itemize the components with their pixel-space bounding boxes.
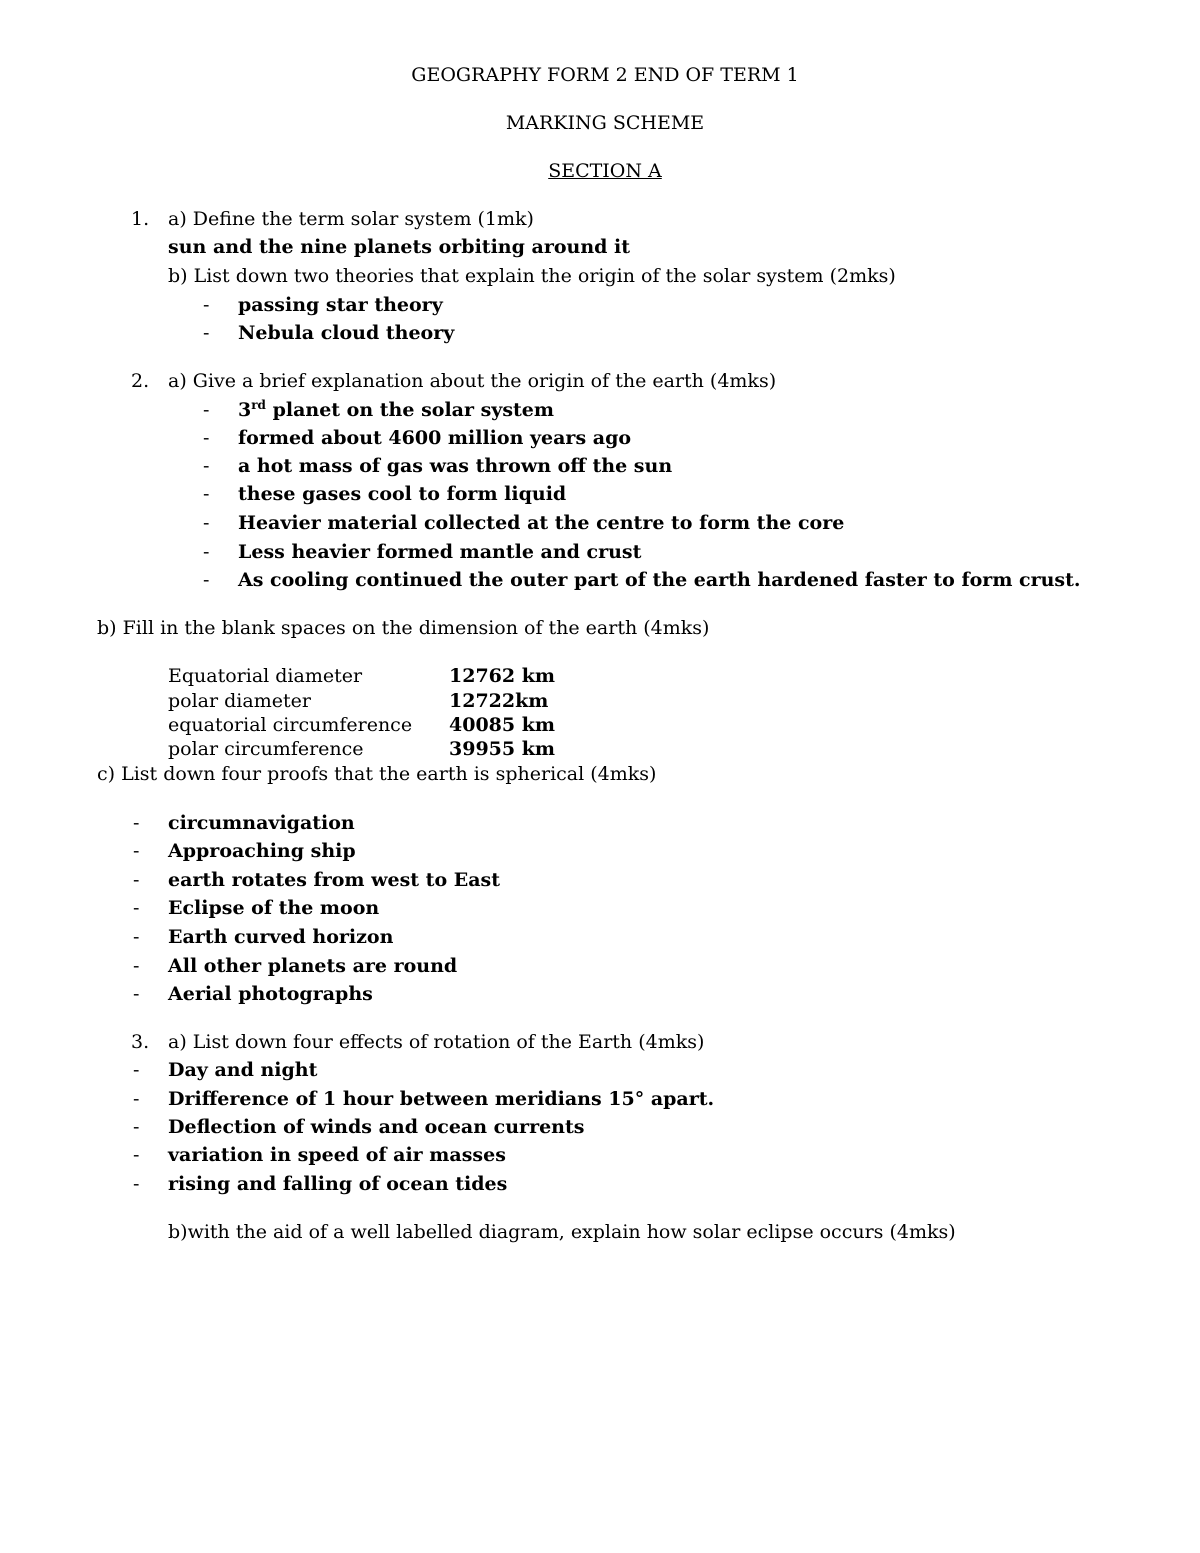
list-item: As cooling continued the outer part of the earth hardened faster to form crust. bbox=[238, 569, 1081, 591]
dimension-value: 39955 km bbox=[449, 738, 555, 760]
dimension-label: polar circumference bbox=[168, 738, 364, 760]
list-item: Heavier material collected at the centre to form the core bbox=[238, 512, 845, 534]
list-item: passing star theory bbox=[238, 294, 443, 316]
list-item: All other planets are round bbox=[168, 955, 458, 977]
dimension-value: 12762 km bbox=[449, 665, 555, 687]
document-title: GEOGRAPHY FORM 2 END OF TERM 1 bbox=[411, 64, 799, 86]
bullet-dash: - bbox=[133, 955, 140, 977]
dimension-value: 40085 km bbox=[449, 714, 555, 736]
bullet-dash: - bbox=[203, 427, 210, 449]
list-item: Earth curved horizon bbox=[168, 926, 394, 948]
list-item: Day and night bbox=[168, 1059, 318, 1081]
bullet-dash: - bbox=[203, 322, 210, 344]
list-item: Eclipse of the moon bbox=[168, 897, 380, 919]
bullet-dash: - bbox=[203, 294, 210, 316]
list-item: Drifference of 1 hour between meridians 15° apart. bbox=[168, 1088, 715, 1110]
bullet-dash: - bbox=[133, 1173, 140, 1195]
bullet-dash: - bbox=[133, 812, 140, 834]
bullet-dash: - bbox=[133, 926, 140, 948]
dimension-value: 12722km bbox=[449, 690, 549, 712]
bullet-dash: - bbox=[203, 512, 210, 534]
bullet-dash: - bbox=[133, 1144, 140, 1166]
bullet-dash: - bbox=[133, 869, 140, 891]
bullet-dash: - bbox=[133, 983, 140, 1005]
question-number: 2. bbox=[131, 370, 150, 392]
bullet-dash: - bbox=[203, 455, 210, 477]
dimension-label: equatorial circumference bbox=[168, 714, 413, 736]
bullet-dash: - bbox=[203, 483, 210, 505]
list-item-text: planet on the solar system bbox=[265, 399, 554, 421]
list-item: Nebula cloud theory bbox=[238, 322, 455, 344]
document-subtitle: MARKING SCHEME bbox=[505, 112, 705, 134]
answer-text: sun and the nine planets orbiting around it bbox=[168, 236, 631, 258]
question-number: 3. bbox=[131, 1031, 150, 1053]
question-text: a) Define the term solar system (1mk) bbox=[168, 208, 534, 230]
bullet-dash: - bbox=[203, 399, 210, 421]
question-text: b) Fill in the blank spaces on the dimension of the earth (4mks) bbox=[97, 617, 710, 639]
list-item: Aerial photographs bbox=[168, 983, 373, 1005]
bullet-dash: - bbox=[203, 541, 210, 563]
ordinal-suffix: rd bbox=[251, 398, 266, 412]
dimension-label: polar diameter bbox=[168, 690, 311, 712]
question-number: 1. bbox=[131, 208, 150, 230]
bullet-dash: - bbox=[133, 1116, 140, 1138]
question-text: b)with the aid of a well labelled diagram, explain how solar eclipse occurs (4mks) bbox=[168, 1221, 956, 1243]
list-item: variation in speed of air masses bbox=[168, 1144, 506, 1166]
list-item bbox=[238, 398, 554, 422]
list-item: rising and falling of ocean tides bbox=[168, 1173, 508, 1195]
dimension-label: Equatorial diameter bbox=[168, 665, 363, 687]
list-item: Less heavier formed mantle and crust bbox=[238, 541, 642, 563]
question-text: a) List down four effects of rotation of the Earth (4mks) bbox=[168, 1031, 705, 1053]
bullet-dash: - bbox=[133, 897, 140, 919]
question-text: c) List down four proofs that the earth is spherical (4mks) bbox=[97, 763, 657, 785]
bullet-dash: - bbox=[133, 840, 140, 862]
list-item: a hot mass of gas was thrown off the sun bbox=[238, 455, 673, 477]
ordinal-number: 3 bbox=[238, 399, 252, 421]
list-item: formed about 4600 million years ago bbox=[238, 427, 632, 449]
list-item: Approaching ship bbox=[168, 840, 356, 862]
list-item: earth rotates from west to East bbox=[168, 869, 500, 891]
question-text: a) Give a brief explanation about the origin of the earth (4mks) bbox=[168, 370, 777, 392]
bullet-dash: - bbox=[203, 569, 210, 591]
list-item: Deflection of winds and ocean currents bbox=[168, 1116, 585, 1138]
bullet-dash: - bbox=[133, 1088, 140, 1110]
list-item: circumnavigation bbox=[168, 812, 355, 834]
list-item: these gases cool to form liquid bbox=[238, 483, 567, 505]
section-heading: SECTION A bbox=[548, 160, 662, 182]
bullet-dash: - bbox=[133, 1059, 140, 1081]
question-text: b) List down two theories that explain the origin of the solar system (2mks) bbox=[168, 265, 896, 287]
